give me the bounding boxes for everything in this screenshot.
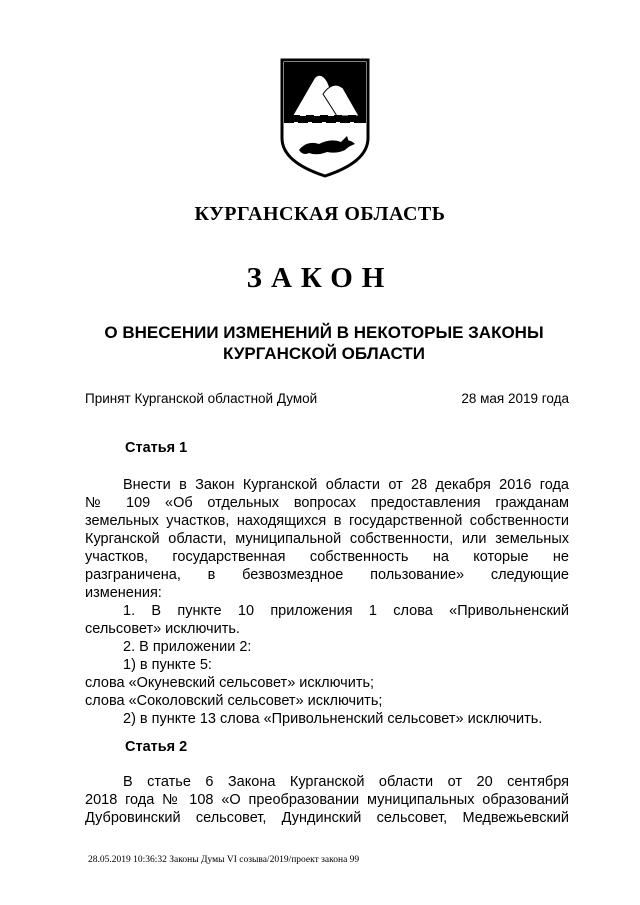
region-name: КУРГАНСКАЯ ОБЛАСТЬ xyxy=(194,203,446,225)
text-line: 2) в пункте 13 слова «Привольненский сельсовет» исключить. xyxy=(123,711,543,727)
law-title xyxy=(60,322,588,364)
text-line: № 109 «Об отдельных вопросах предоставления гражданам xyxy=(85,495,569,511)
article-1-heading: Статья 1 xyxy=(125,440,188,456)
text-line: Курганской области, муниципальной собственности, или земельных xyxy=(85,531,569,547)
text-line: 1) в пункте 5: xyxy=(123,657,212,673)
text-line: Дубровинский сельсовет, Дундинский сельсовет, Медвежьевский xyxy=(85,810,569,826)
document-type: ЗАКОН xyxy=(246,262,394,294)
text-line: 2. В приложении 2: xyxy=(123,639,252,655)
text-line: разграничена, в безвозмездное пользование» следующие xyxy=(85,567,569,583)
adoption-date: 28 мая 2019 года xyxy=(461,391,569,406)
text-line: слова «Соколовский сельсовет» исключить; xyxy=(85,693,383,709)
adopted-by: Принят Курганской областной Думой xyxy=(85,391,318,406)
coat-of-arms-icon xyxy=(279,58,371,178)
footer-stamp: 28.05.2019 10:36:32 Законы Думы VI созыва/2019/проект закона 99 xyxy=(88,855,360,865)
text-line: сельсовет» исключить. xyxy=(85,621,240,637)
text-line: изменения: xyxy=(85,585,162,601)
law-title-line-1: О ВНЕСЕНИИ ИЗМЕНЕНИЙ В НЕКОТОРЫЕ ЗАКОНЫ xyxy=(104,323,544,342)
article-2-heading: Статья 2 xyxy=(125,739,188,755)
law-title-line-2: КУРГАНСКОЙ ОБЛАСТИ xyxy=(223,344,425,363)
text-line: 1. В пункте 10 приложения 1 слова «Привольненский xyxy=(123,603,569,619)
text-line: В статье 6 Закона Курганской области от 20 сентября xyxy=(123,774,569,790)
text-line: 2018 года № 108 «О преобразовании муниципальных образований xyxy=(85,792,569,808)
text-line: слова «Окуневский сельсовет» исключить; xyxy=(85,675,375,691)
article-2-body xyxy=(85,773,569,827)
text-line: Внести в Закон Курганской области от 28 декабря 2016 года xyxy=(123,477,569,493)
text-line: участков, государственная собственность на которые не xyxy=(85,549,569,565)
text-line: земельных участков, находящихся в государственной собственности xyxy=(85,513,569,529)
article-1-body xyxy=(85,476,569,728)
